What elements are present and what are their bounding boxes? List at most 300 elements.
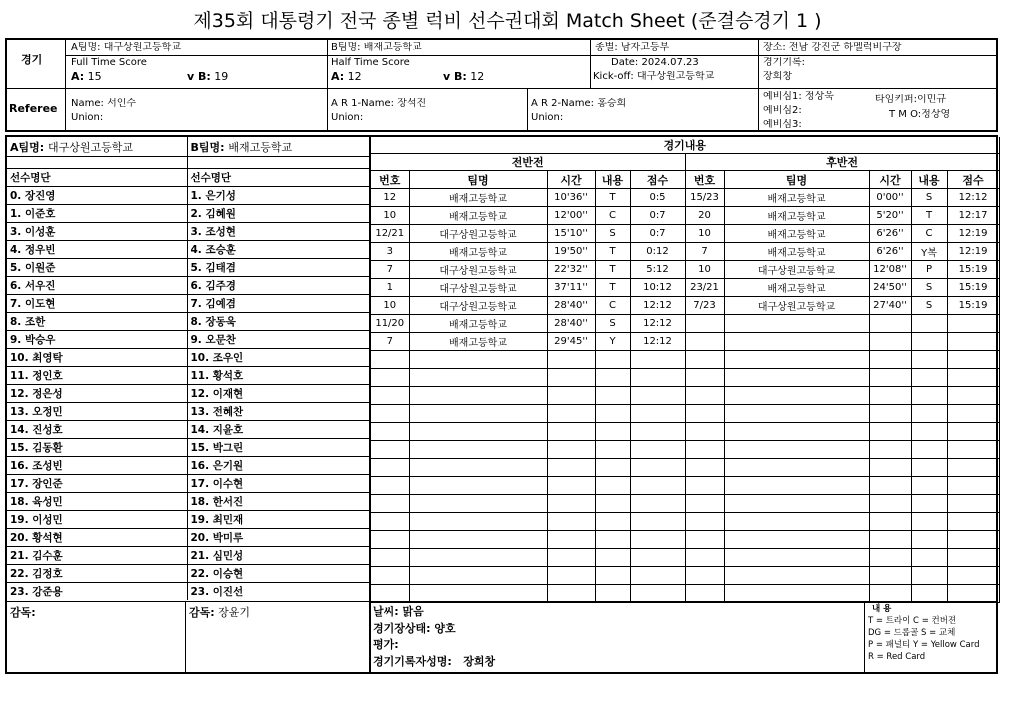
first-half-cell bbox=[595, 351, 630, 369]
second-half-cell bbox=[911, 585, 947, 603]
ar2-union-label: Union: bbox=[531, 112, 564, 123]
team-b-player: 23. 이진선 bbox=[187, 583, 369, 601]
second-half-cell bbox=[685, 405, 724, 423]
event-row bbox=[370, 369, 999, 387]
ft-b-score: 19 bbox=[214, 71, 229, 83]
event-row bbox=[370, 297, 999, 315]
team-a-player: 18. 육성민 bbox=[7, 493, 187, 511]
first-half-cell bbox=[370, 567, 409, 585]
second-half-cell bbox=[947, 567, 999, 585]
second-half-cell bbox=[911, 387, 947, 405]
second-half-cell bbox=[869, 315, 911, 333]
second-half-cell bbox=[724, 387, 869, 405]
second-half-cell: 12:12 bbox=[947, 189, 999, 207]
second-half-cell bbox=[724, 513, 869, 531]
second-half-cell bbox=[911, 459, 947, 477]
first-half-cell bbox=[630, 441, 685, 459]
second-half-cell bbox=[869, 369, 911, 387]
second-half-cell bbox=[947, 495, 999, 513]
first-half-cell: 12'00'' bbox=[547, 207, 595, 225]
kickoff-value: 대구상원고등학교 bbox=[636, 71, 715, 82]
second-half-cell: C bbox=[911, 225, 947, 243]
second-half-cell: 7 bbox=[685, 243, 724, 261]
timekeeper-label: 타임키퍼: bbox=[875, 94, 918, 105]
first-half-cell bbox=[595, 477, 630, 495]
second-half-cell: 10 bbox=[685, 225, 724, 243]
roster-row bbox=[7, 565, 369, 583]
roster-row bbox=[7, 205, 369, 223]
ar2-name: 홍승희 bbox=[597, 98, 627, 109]
first-half-cell bbox=[409, 441, 547, 459]
team-b-player: 14. 지윤호 bbox=[187, 421, 369, 439]
second-half-cell: Y복 bbox=[911, 243, 947, 261]
ref-name-value: 서인수 bbox=[107, 98, 137, 109]
second-half-cell bbox=[911, 567, 947, 585]
first-half-cell: C bbox=[595, 297, 630, 315]
first-half-cell bbox=[630, 387, 685, 405]
first-half-cell: T bbox=[595, 279, 630, 297]
tmo-value: 정상영 bbox=[921, 109, 951, 120]
roster-row bbox=[7, 295, 369, 313]
first-half-cell bbox=[595, 531, 630, 549]
first-half-cell: 12:12 bbox=[630, 297, 685, 315]
team-a-player: 20. 황석현 bbox=[7, 529, 187, 547]
first-half-cell: C bbox=[595, 207, 630, 225]
team-b-player: 20. 박미루 bbox=[187, 529, 369, 547]
event-row bbox=[370, 315, 999, 333]
second-half-cell bbox=[947, 315, 999, 333]
team-a-player: 7. 이도현 bbox=[7, 295, 187, 313]
second-half-cell bbox=[724, 441, 869, 459]
second-half-cell: 12'08'' bbox=[869, 261, 911, 279]
second-half-cell bbox=[869, 333, 911, 351]
first-half-cell: 12/21 bbox=[370, 225, 409, 243]
match-footer bbox=[5, 601, 998, 674]
first-half-cell bbox=[595, 495, 630, 513]
first-half-cell bbox=[547, 585, 595, 603]
event-row bbox=[370, 495, 999, 513]
second-half-cell bbox=[685, 513, 724, 531]
team-a-player: 4. 정우빈 bbox=[7, 241, 187, 259]
second-half-cell bbox=[911, 549, 947, 567]
sheet-title: 제35회 대통령기 전국 종별 럭비 선수권대회 Match Sheet (준결승경기 1 ) bbox=[193, 10, 822, 32]
second-half-cell: 배재고등학교 bbox=[724, 243, 869, 261]
second-half-cell: 5'20'' bbox=[869, 207, 911, 225]
first-half-cell bbox=[547, 369, 595, 387]
second-half-cell bbox=[869, 567, 911, 585]
first-half-cell bbox=[547, 477, 595, 495]
event-col-header: 팀명 bbox=[724, 171, 869, 189]
second-half-cell: 15/23 bbox=[685, 189, 724, 207]
game-label: 경기 bbox=[21, 54, 43, 66]
event-row bbox=[370, 585, 999, 603]
roster-row bbox=[7, 349, 369, 367]
first-half-cell: 대구상원고등학교 bbox=[409, 279, 547, 297]
first-half-cell bbox=[409, 351, 547, 369]
tmo-label: T M O: bbox=[889, 109, 922, 120]
first-half-cell: 대구상원고등학교 bbox=[409, 261, 547, 279]
first-half-cell bbox=[409, 387, 547, 405]
second-half-cell bbox=[911, 513, 947, 531]
first-half-cell bbox=[409, 423, 547, 441]
roster-row bbox=[7, 475, 369, 493]
team-a-player: 0. 장진영 bbox=[7, 187, 187, 205]
events-table bbox=[369, 137, 1000, 603]
first-half-cell: 12 bbox=[370, 189, 409, 207]
second-half-cell bbox=[724, 459, 869, 477]
full-time-label: Full Time Score bbox=[71, 57, 147, 68]
second-half-cell: 배재고등학교 bbox=[724, 189, 869, 207]
ft-b-label: v B: bbox=[187, 71, 211, 83]
roster-row bbox=[7, 457, 369, 475]
roster-row bbox=[7, 313, 369, 331]
second-half-cell bbox=[685, 315, 724, 333]
team-b-player: 22. 이승현 bbox=[187, 565, 369, 583]
second-half-cell bbox=[685, 441, 724, 459]
roster-row bbox=[7, 187, 369, 205]
team-a-player: 11. 정인호 bbox=[7, 367, 187, 385]
first-half-cell bbox=[630, 477, 685, 495]
second-half-cell bbox=[724, 315, 869, 333]
team-a-player: 8. 조한 bbox=[7, 313, 187, 331]
roster-row bbox=[7, 223, 369, 241]
second-half-cell: 배재고등학교 bbox=[724, 207, 869, 225]
second-half-cell: S bbox=[911, 189, 947, 207]
team-b-player: 19. 최민재 bbox=[187, 511, 369, 529]
second-half-cell: 20 bbox=[685, 207, 724, 225]
first-half-cell: 10:12 bbox=[630, 279, 685, 297]
second-half-cell bbox=[911, 315, 947, 333]
ht-b-score: 12 bbox=[470, 71, 485, 83]
roster-row bbox=[7, 403, 369, 421]
second-half-cell: 대구상원고등학교 bbox=[724, 297, 869, 315]
second-half-cell bbox=[911, 351, 947, 369]
first-half-cell bbox=[370, 459, 409, 477]
first-half-cell bbox=[409, 369, 547, 387]
first-half-cell: 배재고등학교 bbox=[409, 243, 547, 261]
events-title: 경기내용 bbox=[370, 137, 999, 154]
first-half-cell: 19'50'' bbox=[547, 243, 595, 261]
division-label: 종별: bbox=[595, 42, 618, 53]
roster-table bbox=[7, 137, 369, 600]
legend-line: DG = 드롭골 S = 교체 bbox=[868, 628, 956, 638]
first-half-cell: 11/20 bbox=[370, 315, 409, 333]
second-half-cell: 배재고등학교 bbox=[724, 225, 869, 243]
second-half-cell: S bbox=[911, 297, 947, 315]
legend-title: 내 용 bbox=[872, 604, 892, 614]
match-body bbox=[5, 135, 998, 602]
first-half-cell bbox=[595, 585, 630, 603]
second-half-cell bbox=[947, 513, 999, 531]
division-value: 남자고등부 bbox=[620, 42, 670, 53]
first-half-cell: 배재고등학교 bbox=[409, 315, 547, 333]
roster-team-b-label: B팀명: bbox=[190, 140, 225, 154]
second-half-cell bbox=[724, 585, 869, 603]
event-col-header: 팀명 bbox=[409, 171, 547, 189]
team-b-player: 10. 조우인 bbox=[187, 349, 369, 367]
first-half-cell bbox=[595, 441, 630, 459]
first-half-cell bbox=[547, 441, 595, 459]
second-half-cell bbox=[869, 477, 911, 495]
second-half-cell: 대구상원고등학교 bbox=[724, 261, 869, 279]
second-half-cell: 15:19 bbox=[947, 261, 999, 279]
second-half-cell bbox=[911, 333, 947, 351]
event-col-header: 번호 bbox=[370, 171, 409, 189]
second-half-cell bbox=[685, 351, 724, 369]
first-half-cell bbox=[547, 459, 595, 477]
second-half-cell bbox=[911, 531, 947, 549]
second-half-cell: 24'50'' bbox=[869, 279, 911, 297]
first-half-cell bbox=[370, 405, 409, 423]
first-half-cell: 12:12 bbox=[630, 315, 685, 333]
team-b-player: 1. 은기성 bbox=[187, 187, 369, 205]
first-half-cell: 배재고등학교 bbox=[409, 207, 547, 225]
reserve3-label: 예비심3: bbox=[763, 119, 802, 130]
second-half-cell bbox=[869, 585, 911, 603]
ar2-label: A R 2-Name: bbox=[531, 98, 594, 109]
event-row bbox=[370, 351, 999, 369]
half-time-label: Half Time Score bbox=[331, 57, 410, 68]
second-half-cell bbox=[911, 441, 947, 459]
first-half-cell: 대구상원고등학교 bbox=[409, 297, 547, 315]
roster-row bbox=[7, 421, 369, 439]
first-half-cell: Y bbox=[595, 333, 630, 351]
team-b-player: 9. 오문찬 bbox=[187, 331, 369, 349]
event-col-header: 내용 bbox=[911, 171, 947, 189]
ref-name-label: Name: bbox=[71, 98, 104, 109]
ft-a-score: 15 bbox=[87, 71, 102, 83]
roster-row bbox=[7, 547, 369, 565]
first-half-cell bbox=[630, 567, 685, 585]
second-half-cell bbox=[685, 585, 724, 603]
second-half-cell bbox=[869, 405, 911, 423]
first-half-cell: 0:5 bbox=[630, 189, 685, 207]
recorder-sign-label: 경기기록자성명: bbox=[373, 655, 452, 668]
roster-col-a-header: 선수명단 bbox=[7, 169, 187, 187]
legend-box bbox=[864, 602, 998, 674]
timekeeper-value: 이민규 bbox=[917, 94, 946, 105]
event-row bbox=[370, 423, 999, 441]
first-half-cell bbox=[595, 567, 630, 585]
second-half-label: 후반전 bbox=[685, 154, 999, 171]
first-half-cell: 3 bbox=[370, 243, 409, 261]
first-half-cell bbox=[409, 513, 547, 531]
first-half-cell: 29'45'' bbox=[547, 333, 595, 351]
second-half-cell: 12:17 bbox=[947, 207, 999, 225]
first-half-cell bbox=[595, 423, 630, 441]
team-b-player: 11. 황석호 bbox=[187, 367, 369, 385]
second-half-cell bbox=[869, 423, 911, 441]
first-half-cell bbox=[595, 459, 630, 477]
event-row bbox=[370, 387, 999, 405]
first-half-cell bbox=[370, 441, 409, 459]
second-half-cell bbox=[685, 567, 724, 585]
second-half-cell bbox=[685, 333, 724, 351]
second-half-cell bbox=[947, 423, 999, 441]
second-half-cell: P bbox=[911, 261, 947, 279]
first-half-cell bbox=[595, 405, 630, 423]
first-half-cell bbox=[630, 531, 685, 549]
reserve1-label: 예비심1: bbox=[763, 91, 802, 102]
team-a-player: 3. 이성훈 bbox=[7, 223, 187, 241]
team-a-label: A팀명: bbox=[71, 42, 101, 53]
second-half-cell bbox=[724, 567, 869, 585]
first-half-cell: 7 bbox=[370, 261, 409, 279]
first-half-cell bbox=[630, 549, 685, 567]
first-half-cell bbox=[370, 513, 409, 531]
team-a-player: 17. 장인준 bbox=[7, 475, 187, 493]
second-half-cell bbox=[947, 549, 999, 567]
second-half-cell bbox=[869, 531, 911, 549]
first-half-cell: 28'40'' bbox=[547, 297, 595, 315]
recorder-label: 경기기록: bbox=[763, 57, 806, 68]
second-half-cell bbox=[724, 405, 869, 423]
roster-row bbox=[7, 331, 369, 349]
team-b-player: 18. 한서진 bbox=[187, 493, 369, 511]
coach-b-label: 감독: bbox=[189, 606, 215, 619]
first-half-cell bbox=[370, 351, 409, 369]
second-half-cell: T bbox=[911, 207, 947, 225]
team-b-player: 12. 이재현 bbox=[187, 385, 369, 403]
first-half-cell bbox=[630, 585, 685, 603]
reserve1-value: 정상욱 bbox=[804, 91, 834, 102]
team-b-player: 16. 은기원 bbox=[187, 457, 369, 475]
team-b-player: 17. 이수현 bbox=[187, 475, 369, 493]
team-a-player: 14. 진성호 bbox=[7, 421, 187, 439]
event-row bbox=[370, 405, 999, 423]
team-b-player: 7. 김예겸 bbox=[187, 295, 369, 313]
team-a-name: 대구상원고등학교 bbox=[103, 42, 181, 53]
first-half-cell: 10 bbox=[370, 297, 409, 315]
second-half-cell bbox=[869, 459, 911, 477]
rating-label: 평가: bbox=[373, 638, 399, 651]
first-half-cell bbox=[370, 585, 409, 603]
second-half-cell bbox=[724, 477, 869, 495]
second-half-cell bbox=[869, 513, 911, 531]
second-half-cell bbox=[869, 549, 911, 567]
second-half-cell: 10 bbox=[685, 261, 724, 279]
first-half-cell bbox=[409, 459, 547, 477]
recorder-sign-value: 장희창 bbox=[463, 655, 496, 668]
second-half-cell: 23/21 bbox=[685, 279, 724, 297]
first-half-cell: 1 bbox=[370, 279, 409, 297]
first-half-cell bbox=[409, 549, 547, 567]
event-col-header: 번호 bbox=[685, 171, 724, 189]
team-b-label: B팀명: bbox=[331, 42, 361, 53]
first-half-cell bbox=[409, 585, 547, 603]
roster-team-a-label: A팀명: bbox=[10, 140, 45, 154]
date-value: 2024.07.23 bbox=[641, 57, 699, 68]
ref-union-label: Union: bbox=[71, 112, 104, 123]
second-half-cell bbox=[947, 477, 999, 495]
first-half-cell: 0:12 bbox=[630, 243, 685, 261]
roster-row bbox=[7, 367, 369, 385]
second-half-cell bbox=[947, 333, 999, 351]
first-half-cell bbox=[370, 495, 409, 513]
event-row bbox=[370, 513, 999, 531]
second-half-cell bbox=[869, 351, 911, 369]
team-b-player: 6. 김주경 bbox=[187, 277, 369, 295]
event-row bbox=[370, 261, 999, 279]
event-row bbox=[370, 477, 999, 495]
first-half-cell bbox=[595, 549, 630, 567]
legend-line: T = 트라이 C = 컨버젼 bbox=[868, 616, 957, 626]
first-half-cell bbox=[630, 459, 685, 477]
event-row bbox=[370, 189, 999, 207]
first-half-cell bbox=[630, 351, 685, 369]
second-half-cell bbox=[685, 531, 724, 549]
second-half-cell: 배재고등학교 bbox=[724, 279, 869, 297]
second-half-cell bbox=[685, 549, 724, 567]
team-b-player: 4. 조승훈 bbox=[187, 241, 369, 259]
first-half-cell: 0:7 bbox=[630, 225, 685, 243]
second-half-cell bbox=[685, 477, 724, 495]
roster-team-a-name: 대구상원고등학교 bbox=[48, 140, 134, 154]
first-half-cell bbox=[547, 351, 595, 369]
second-half-cell bbox=[911, 423, 947, 441]
first-half-cell bbox=[630, 405, 685, 423]
event-row bbox=[370, 441, 999, 459]
second-half-cell bbox=[911, 477, 947, 495]
team-b-player: 3. 조성현 bbox=[187, 223, 369, 241]
kickoff-label: Kick-off: bbox=[593, 71, 634, 82]
team-b-player: 13. 전혜찬 bbox=[187, 403, 369, 421]
first-half-cell bbox=[409, 567, 547, 585]
ht-a-score: 12 bbox=[347, 71, 362, 83]
ht-b-label: v B: bbox=[443, 71, 467, 83]
event-row bbox=[370, 567, 999, 585]
team-a-player: 22. 김정호 bbox=[7, 565, 187, 583]
first-half-cell: S bbox=[595, 315, 630, 333]
second-half-cell bbox=[911, 495, 947, 513]
first-half-cell bbox=[370, 477, 409, 495]
first-half-cell bbox=[370, 549, 409, 567]
second-half-cell bbox=[947, 531, 999, 549]
roster-row bbox=[7, 511, 369, 529]
second-half-cell bbox=[724, 549, 869, 567]
second-half-cell bbox=[911, 369, 947, 387]
first-half-cell: 15'10'' bbox=[547, 225, 595, 243]
roster-row bbox=[7, 439, 369, 457]
team-b-player: 15. 박그린 bbox=[187, 439, 369, 457]
first-half-cell bbox=[370, 423, 409, 441]
event-col-header: 내용 bbox=[595, 171, 630, 189]
event-row bbox=[370, 207, 999, 225]
ht-a-label: A: bbox=[331, 71, 345, 83]
roster-row bbox=[7, 241, 369, 259]
team-a-player: 15. 김동환 bbox=[7, 439, 187, 457]
first-half-cell: T bbox=[595, 189, 630, 207]
event-row bbox=[370, 333, 999, 351]
first-half-cell: 0:7 bbox=[630, 207, 685, 225]
event-row bbox=[370, 279, 999, 297]
roster-team-b-name: 배재고등학교 bbox=[228, 140, 293, 154]
second-half-cell bbox=[947, 459, 999, 477]
roster-row bbox=[7, 385, 369, 403]
second-half-cell bbox=[724, 495, 869, 513]
recorder-value: 장희창 bbox=[763, 71, 792, 82]
first-half-cell bbox=[595, 513, 630, 531]
first-half-cell bbox=[409, 531, 547, 549]
second-half-cell: 12:19 bbox=[947, 225, 999, 243]
first-half-cell bbox=[409, 477, 547, 495]
team-a-player: 5. 이원준 bbox=[7, 259, 187, 277]
team-a-player: 16. 조성빈 bbox=[7, 457, 187, 475]
first-half-cell bbox=[370, 369, 409, 387]
event-col-header: 시간 bbox=[547, 171, 595, 189]
roster-row bbox=[7, 259, 369, 277]
pitch-value: 양호 bbox=[434, 622, 456, 635]
